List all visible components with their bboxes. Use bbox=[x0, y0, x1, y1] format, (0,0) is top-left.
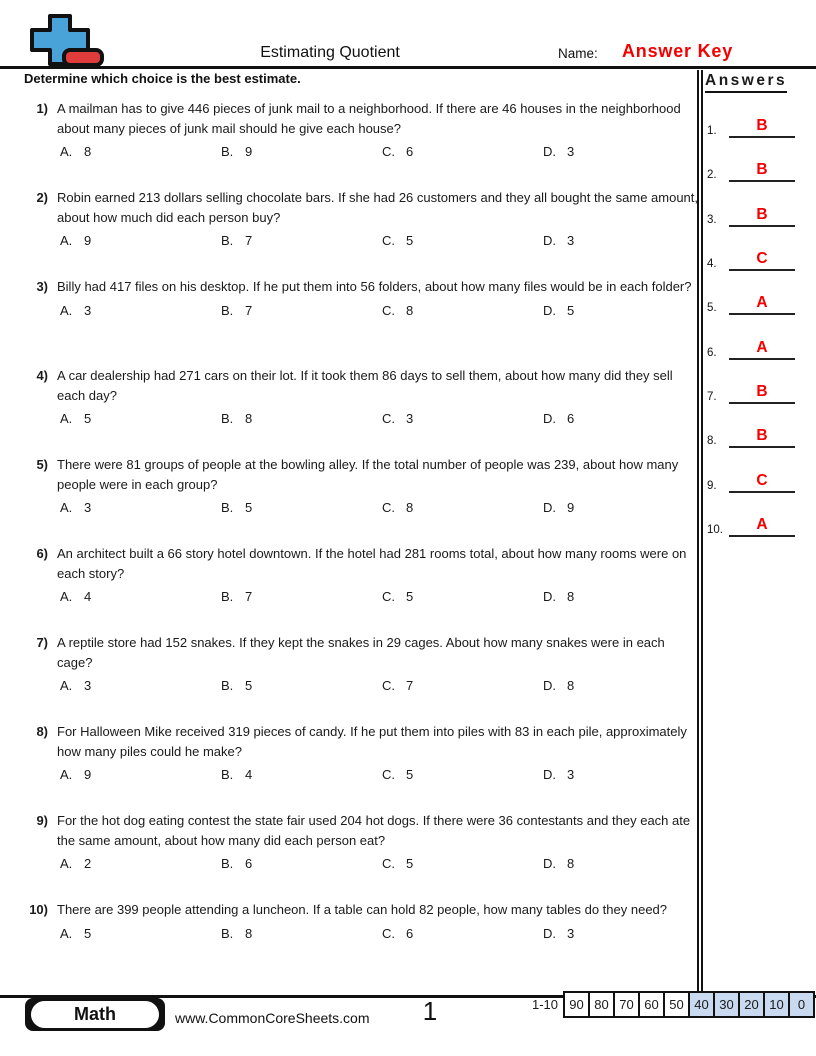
choice-value: 8 bbox=[406, 500, 414, 515]
question-number: 10) bbox=[29, 902, 48, 917]
answer-number: 3. bbox=[707, 214, 717, 226]
choice-label: A. bbox=[60, 144, 73, 159]
choice-option bbox=[382, 232, 543, 249]
choices-row bbox=[57, 677, 698, 694]
choice-label: A. bbox=[60, 302, 73, 318]
score-cell: 90 bbox=[563, 991, 590, 1018]
plus-minus-math-icon bbox=[24, 12, 109, 68]
choice-value: 3 bbox=[567, 233, 575, 248]
choice-option bbox=[543, 588, 574, 605]
score-cell: 80 bbox=[588, 991, 615, 1018]
choice-option bbox=[382, 143, 543, 160]
answer-blank-line bbox=[729, 358, 795, 360]
choice-option bbox=[543, 232, 574, 249]
choice-label: D. bbox=[543, 678, 556, 693]
question-item bbox=[22, 900, 698, 942]
choice-label: C. bbox=[382, 233, 395, 248]
question-text: Billy had 417 files on his desktop. If he put them into 56 folders, about how many files would be in each folder? bbox=[57, 279, 692, 294]
answer-number: 10. bbox=[707, 524, 723, 536]
page-number: 1 bbox=[422, 996, 438, 1026]
choices-row bbox=[57, 410, 698, 427]
choice-option bbox=[543, 499, 574, 516]
choices-row bbox=[57, 232, 698, 249]
choice-option bbox=[221, 143, 382, 160]
question-item bbox=[22, 366, 698, 427]
choices-row bbox=[57, 302, 698, 319]
choice-option bbox=[60, 766, 221, 783]
answer-blank-line bbox=[729, 535, 795, 537]
choice-label: A. bbox=[60, 411, 73, 426]
choices-row bbox=[57, 143, 698, 160]
instruction-text: Determine which choice is the best estimate. bbox=[24, 71, 301, 86]
choice-value: 4 bbox=[245, 767, 253, 782]
score-cell: 40 bbox=[688, 991, 715, 1018]
choice-value: 7 bbox=[406, 678, 414, 693]
answer-letter: A bbox=[756, 339, 768, 356]
choice-value: 3 bbox=[406, 411, 414, 426]
choices-row bbox=[57, 588, 698, 605]
subject-badge bbox=[25, 998, 165, 1031]
answer-blank-line bbox=[729, 402, 795, 404]
choice-option bbox=[221, 410, 382, 427]
question-text: A car dealership had 271 cars on their lot. If it took them 86 days to sell them, about how many did they sell each day? bbox=[57, 368, 673, 403]
choice-option bbox=[543, 855, 574, 872]
answer-key-text: Answer Key bbox=[622, 41, 734, 61]
question-number: 9) bbox=[36, 813, 48, 828]
answer-item bbox=[703, 467, 799, 493]
choice-value: 8 bbox=[567, 856, 575, 871]
choice-option bbox=[221, 588, 382, 605]
choice-label: C. bbox=[382, 678, 395, 693]
question-number: 3) bbox=[36, 279, 48, 294]
answer-number: 1. bbox=[707, 125, 717, 137]
choice-label: C. bbox=[382, 500, 395, 515]
choice-label: B. bbox=[221, 302, 234, 318]
choice-label: A. bbox=[60, 233, 73, 248]
subject-label: Math bbox=[31, 1001, 159, 1028]
choice-option bbox=[221, 302, 382, 319]
answer-letter: A bbox=[756, 294, 768, 311]
choice-option bbox=[221, 925, 382, 942]
choice-label: B. bbox=[221, 767, 234, 782]
question-text: A reptile store had 152 snakes. If they kept the snakes in 29 cages. About how many snakes were in each cage? bbox=[57, 635, 665, 670]
choice-value: 5 bbox=[245, 500, 253, 515]
answer-number: 7. bbox=[707, 391, 717, 403]
choices-row bbox=[57, 855, 698, 872]
choice-value: 7 bbox=[245, 302, 253, 318]
choice-label: D. bbox=[543, 144, 556, 159]
score-cell: 20 bbox=[738, 991, 765, 1018]
choice-value: 9 bbox=[567, 500, 575, 515]
answer-letter: A bbox=[756, 516, 768, 533]
choice-option bbox=[60, 677, 221, 694]
choice-value: 8 bbox=[567, 589, 575, 604]
choice-value: 6 bbox=[406, 925, 414, 941]
choice-value: 8 bbox=[406, 302, 414, 318]
answer-item bbox=[703, 511, 799, 537]
question-text: An architect built a 66 story hotel downtown. If the hotel had 281 rooms total, about how many rooms were on each story? bbox=[57, 546, 687, 581]
choice-value: 3 bbox=[84, 678, 92, 693]
choice-value: 7 bbox=[245, 233, 253, 248]
choice-label: C. bbox=[382, 767, 395, 782]
score-range-label: 1-10 bbox=[531, 997, 558, 1012]
question-item bbox=[22, 99, 698, 160]
question-text: A mailman has to give 446 pieces of junk mail to a neighborhood. If there are 46 houses in the neighborhood about many pieces of junk mail should he give each house? bbox=[57, 101, 681, 136]
answer-item bbox=[703, 201, 799, 227]
choice-value: 6 bbox=[567, 411, 575, 426]
question-body bbox=[57, 633, 698, 694]
answer-blank-line bbox=[729, 313, 795, 315]
choice-value: 9 bbox=[84, 233, 92, 248]
choice-value: 5 bbox=[84, 411, 92, 426]
choice-option bbox=[221, 232, 382, 249]
question-text: There were 81 groups of people at the bowling alley. If the total number of people was 239, about how many people were in each group? bbox=[57, 457, 679, 492]
answer-number: 6. bbox=[707, 347, 717, 359]
choice-option bbox=[60, 855, 221, 872]
choice-value: 6 bbox=[245, 856, 253, 871]
question-number: 6) bbox=[36, 546, 48, 561]
question-item bbox=[22, 188, 698, 249]
answer-number: 9. bbox=[707, 480, 717, 492]
choice-option bbox=[60, 143, 221, 160]
choice-option bbox=[543, 677, 574, 694]
answer-letter: C bbox=[756, 472, 768, 489]
website-text: www.CommonCoreSheets.com bbox=[175, 1010, 370, 1026]
question-body bbox=[57, 811, 698, 872]
choice-option bbox=[543, 143, 574, 160]
choice-option bbox=[221, 855, 382, 872]
answer-letter: B bbox=[756, 161, 768, 178]
score-cell: 10 bbox=[763, 991, 790, 1018]
question-item bbox=[22, 544, 698, 605]
answer-blank-line bbox=[729, 446, 795, 448]
question-item bbox=[22, 811, 698, 872]
choice-label: A. bbox=[60, 500, 73, 515]
question-body bbox=[57, 366, 698, 427]
question-number: 5) bbox=[36, 457, 48, 472]
choice-value: 5 bbox=[567, 302, 575, 318]
choice-value: 5 bbox=[245, 678, 253, 693]
question-text: For the hot dog eating contest the state fair used 204 hot dogs. If there were 36 contestants and they each ate the same amount, about how many did each person eat? bbox=[57, 813, 691, 848]
answer-blank-line bbox=[729, 180, 795, 182]
answer-item bbox=[703, 422, 799, 448]
answer-item bbox=[703, 378, 799, 404]
choice-label: D. bbox=[543, 589, 556, 604]
choice-option bbox=[543, 925, 574, 942]
choice-option bbox=[382, 677, 543, 694]
name-label: Name: bbox=[558, 46, 598, 61]
choice-option bbox=[543, 410, 574, 427]
answer-item bbox=[703, 334, 799, 360]
score-cell: 50 bbox=[663, 991, 690, 1018]
answer-blank-line bbox=[729, 269, 795, 271]
question-number: 1) bbox=[36, 101, 48, 116]
choice-label: C. bbox=[382, 856, 395, 871]
choice-label: D. bbox=[543, 856, 556, 871]
choice-label: D. bbox=[543, 302, 556, 318]
question-body bbox=[57, 455, 698, 516]
choice-label: A. bbox=[60, 925, 73, 941]
choice-option bbox=[221, 766, 382, 783]
choice-value: 5 bbox=[84, 925, 92, 941]
choice-value: 5 bbox=[406, 233, 414, 248]
answer-letter: B bbox=[756, 427, 768, 444]
score-cell: 0 bbox=[788, 991, 815, 1018]
choice-label: A. bbox=[60, 589, 73, 604]
choice-label: B. bbox=[221, 589, 234, 604]
question-body bbox=[57, 99, 698, 160]
choice-option bbox=[382, 766, 543, 783]
choice-value: 3 bbox=[567, 925, 575, 941]
choice-value: 9 bbox=[84, 767, 92, 782]
question-body bbox=[57, 544, 698, 605]
answer-letter: B bbox=[756, 206, 768, 223]
choice-value: 3 bbox=[567, 767, 575, 782]
choice-label: B. bbox=[221, 856, 234, 871]
choice-value: 8 bbox=[567, 678, 575, 693]
question-text: Robin earned 213 dollars selling chocolate bars. If she had 26 customers and they all bought the same amount, about how much did each person buy? bbox=[57, 190, 699, 225]
answer-item bbox=[703, 289, 799, 315]
choices-row bbox=[57, 766, 698, 783]
answer-item bbox=[703, 112, 799, 138]
choice-label: C. bbox=[382, 302, 395, 318]
choice-label: C. bbox=[382, 589, 395, 604]
choice-label: C. bbox=[382, 144, 395, 159]
question-text: There are 399 people attending a luncheon. If a table can hold 82 people, how many tables do they need? bbox=[57, 902, 668, 917]
choice-value: 5 bbox=[406, 767, 414, 782]
choice-option bbox=[382, 302, 543, 319]
question-item bbox=[22, 722, 698, 783]
question-body bbox=[57, 722, 698, 783]
choice-label: B. bbox=[221, 925, 234, 941]
question-item bbox=[22, 455, 698, 516]
choice-label: A. bbox=[60, 856, 73, 871]
answer-number: 2. bbox=[707, 169, 717, 181]
choice-label: B. bbox=[221, 411, 234, 426]
answer-letter: B bbox=[756, 117, 768, 134]
choices-row bbox=[57, 925, 698, 942]
choice-label: D. bbox=[543, 767, 556, 782]
score-cell: 60 bbox=[638, 991, 665, 1018]
score-strip bbox=[532, 991, 815, 1018]
answer-letter: C bbox=[756, 250, 768, 267]
choice-option bbox=[543, 766, 574, 783]
question-body bbox=[57, 277, 698, 319]
choice-option bbox=[543, 302, 574, 319]
choice-value: 7 bbox=[245, 589, 253, 604]
answer-blank-line bbox=[729, 136, 795, 138]
choice-value: 5 bbox=[406, 589, 414, 604]
question-number: 4) bbox=[36, 368, 48, 383]
choice-option bbox=[382, 588, 543, 605]
choice-value: 6 bbox=[406, 144, 414, 159]
question-number: 2) bbox=[36, 190, 48, 205]
answer-number: 4. bbox=[707, 258, 717, 270]
question-body bbox=[57, 900, 698, 942]
choice-value: 5 bbox=[406, 856, 414, 871]
choice-option bbox=[221, 499, 382, 516]
choice-label: D. bbox=[543, 233, 556, 248]
choice-value: 8 bbox=[245, 411, 253, 426]
choice-label: D. bbox=[543, 500, 556, 515]
page-title: Estimating Quotient bbox=[260, 44, 400, 61]
choice-option bbox=[60, 232, 221, 249]
choice-option bbox=[60, 499, 221, 516]
answer-item bbox=[703, 245, 799, 271]
answer-blank-line bbox=[729, 225, 795, 227]
choice-label: B. bbox=[221, 678, 234, 693]
question-item bbox=[22, 277, 698, 319]
answer-blank-line bbox=[729, 491, 795, 493]
choice-option bbox=[382, 499, 543, 516]
choice-option bbox=[60, 302, 221, 319]
choice-option bbox=[60, 588, 221, 605]
score-cell: 30 bbox=[713, 991, 740, 1018]
choice-value: 4 bbox=[84, 589, 92, 604]
choice-value: 3 bbox=[84, 302, 92, 318]
answer-item bbox=[703, 156, 799, 182]
choice-label: D. bbox=[543, 411, 556, 426]
answers-panel bbox=[703, 70, 813, 993]
answers-title: Answers bbox=[705, 72, 787, 93]
choice-label: B. bbox=[221, 144, 234, 159]
choice-label: D. bbox=[543, 925, 556, 941]
choice-value: 8 bbox=[245, 925, 253, 941]
choice-value: 3 bbox=[567, 144, 575, 159]
question-number: 8) bbox=[36, 724, 48, 739]
question-text: For Halloween Mike received 319 pieces of candy. If he put them into piles with 83 in each pile, approximately how many piles could he make? bbox=[57, 724, 687, 759]
choice-value: 2 bbox=[84, 856, 92, 871]
question-item bbox=[22, 633, 698, 694]
choice-option bbox=[60, 410, 221, 427]
choice-option bbox=[60, 925, 221, 942]
answer-number: 8. bbox=[707, 435, 717, 447]
choice-option bbox=[382, 855, 543, 872]
header-divider bbox=[0, 66, 816, 69]
choice-label: A. bbox=[60, 678, 73, 693]
question-number: 7) bbox=[36, 635, 48, 650]
choice-value: 8 bbox=[84, 144, 92, 159]
choice-label: C. bbox=[382, 411, 395, 426]
choice-value: 9 bbox=[245, 144, 253, 159]
choices-row bbox=[57, 499, 698, 516]
choice-label: B. bbox=[221, 500, 234, 515]
choice-option bbox=[221, 677, 382, 694]
choice-option bbox=[382, 410, 543, 427]
choice-option bbox=[382, 925, 543, 942]
score-cell: 70 bbox=[613, 991, 640, 1018]
choice-label: B. bbox=[221, 233, 234, 248]
choice-label: A. bbox=[60, 767, 73, 782]
choice-label: C. bbox=[382, 925, 395, 941]
answer-number: 5. bbox=[707, 302, 717, 314]
answer-letter: B bbox=[756, 383, 768, 400]
question-body bbox=[57, 188, 698, 249]
choice-value: 3 bbox=[84, 500, 92, 515]
